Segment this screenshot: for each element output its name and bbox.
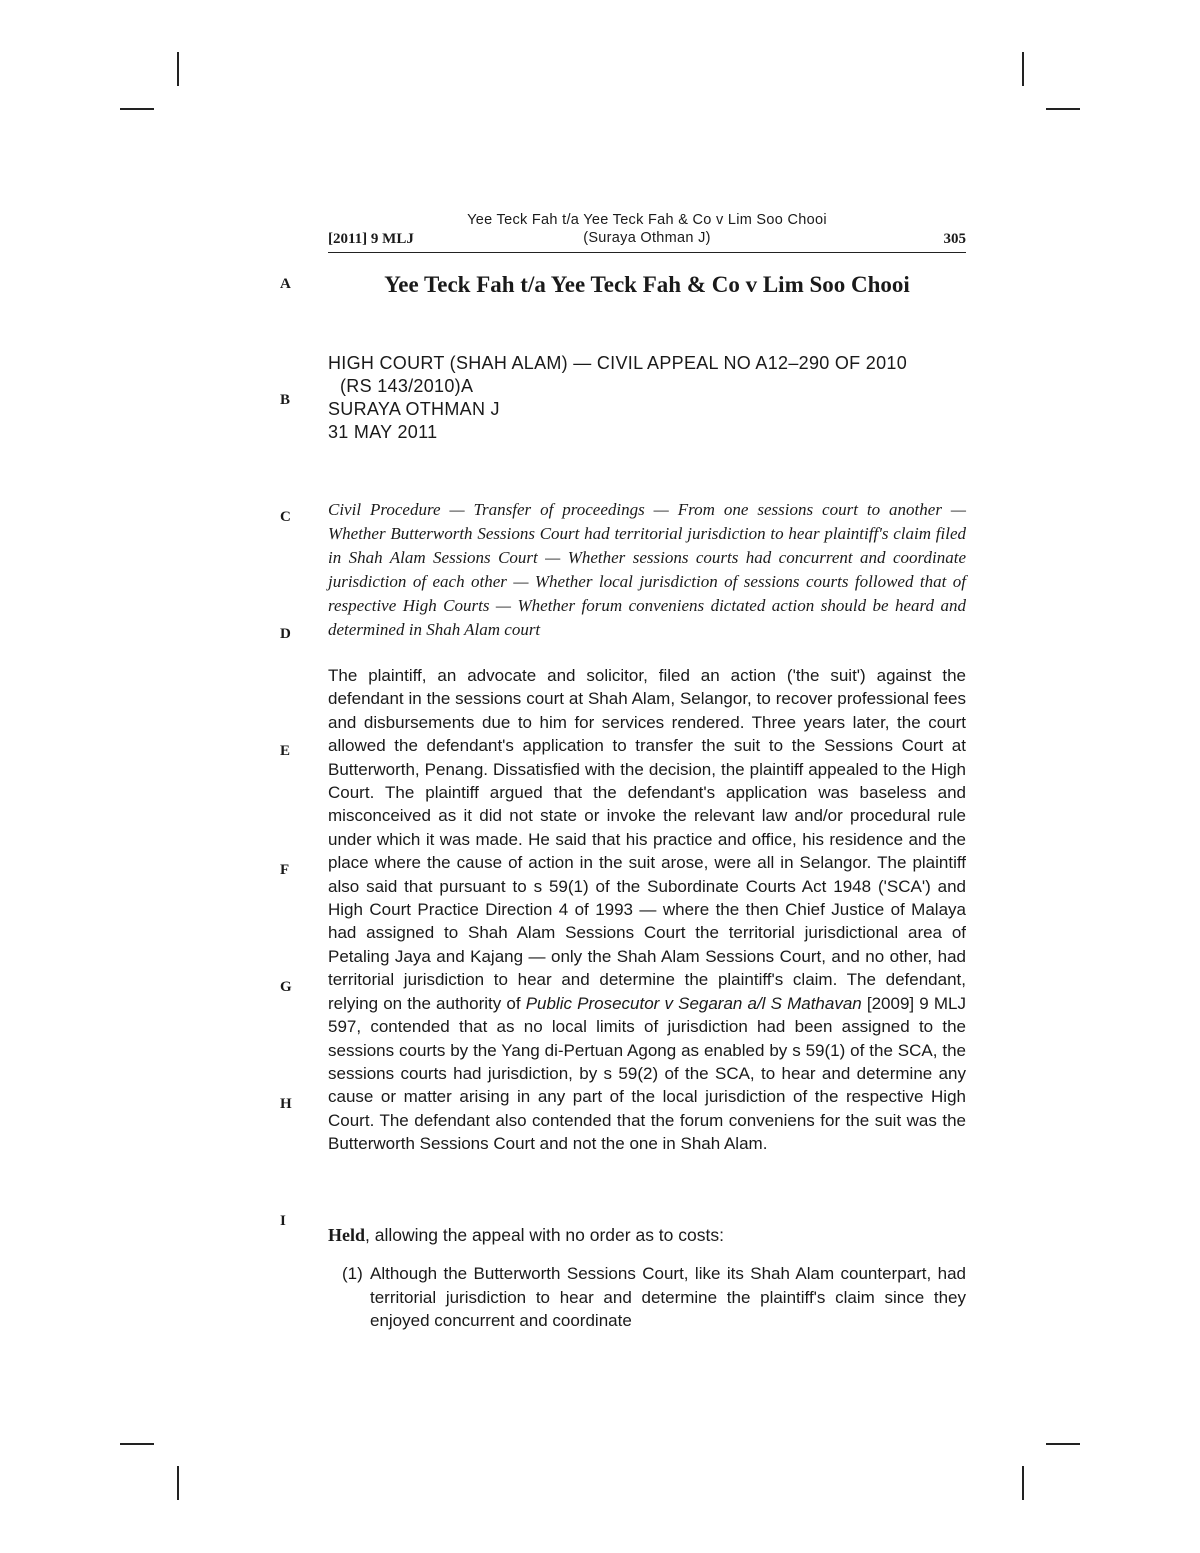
judge-name: SURAYA OTHMAN J xyxy=(328,399,500,419)
held-line xyxy=(328,1225,966,1246)
summary-part2: [2009] 9 MLJ 597, contended that as no local limits of jurisdiction had been assigned to the sessions courts by the Yang di-Pertuan Agong as enabled by s 59(1) of the SCA, the sessions courts had jurisdiction, by s 59(2) of the SCA, to hear and determine any cause or matter arising in any part of the local jurisdiction of the respective High Court. The defendant also contended that the forum conveniens for the suit was the Butterworth Sessions Court and not the one in Shah Alam. xyxy=(328,993,966,1154)
margin-letter-g: G xyxy=(280,979,292,995)
held-text: , allowing the appeal with no order as to costs: xyxy=(365,1225,724,1245)
case-summary xyxy=(328,664,966,1156)
case-number: (RS 143/2010)A xyxy=(340,376,474,396)
page-number: 305 xyxy=(943,231,966,247)
catchwords: Civil Procedure — Transfer of proceedings — From one sessions court to another — Whether Butterworth Sessions Court had territorial jurisdiction to hear plaintiff's claim filed in Shah Alam Sessions Court — Whether sessions courts had concurrent and coordinate jurisdiction of each other — Whether local jurisdiction of sessions courts followed that of respective High Courts — Whether forum conveniens dictated action should be heard and determined in Shah Alam court xyxy=(328,500,966,639)
margin-letter-b: B xyxy=(280,392,291,408)
crop-mark-bottom-right-horizontal xyxy=(1046,1443,1080,1445)
citation: [2011] 9 MLJ xyxy=(328,231,414,247)
running-title xyxy=(328,211,966,247)
holding-number: (1) xyxy=(342,1264,363,1283)
margin-letter-d: D xyxy=(280,626,291,642)
margin-letter-f: F xyxy=(280,862,290,878)
crop-mark-bottom-left-horizontal xyxy=(120,1443,154,1445)
running-title-line1: Yee Teck Fah t/a Yee Teck Fah & Co v Lim Soo Chooi xyxy=(467,212,827,228)
margin-letter-i: I xyxy=(280,1213,286,1229)
crop-mark-bottom-left-vertical xyxy=(177,1466,179,1500)
summary-part1: The plaintiff, an advocate and solicitor, filed an action ('the suit') against the defendant in the sessions court at Shah Alam, Selangor, to recover professional fees and disbursements due to him for services rendered. Three years later, the court allowed the defendant's application to transfer the suit to the Sessions Court at Butterworth, Penang. Dissatisfied with the decision, the plaintiff appealed to the High Court. The plaintiff argued that the defendant's application was baseless and misconceived as it did not state or invoke the relevant law and/or procedural rule under which it was made. He said that his practice and office, his residence and the place where the cause of action in the suit arose, were all in Selangor. The plaintiff also said that pursuant to s 59(1) of the Subordinate Courts Act 1948 ('SCA') and High Court Practice Direction 4 of 1993 — where the then Chief Justice of Malaya had assigned to Shah Alam Sessions Court the territorial jurisdictional area of Petaling Jaya and Kajang — only the Shah Alam Sessions Court, and no other, had territorial jurisdiction to hear and determine the plaintiff's claim. The defendant, relying on the authority of xyxy=(328,666,966,1013)
margin-letter-c: C xyxy=(280,509,291,525)
crop-mark-top-right-vertical xyxy=(1022,52,1024,86)
holding-text: Although the Butterworth Sessions Court, like its Shah Alam counterpart, had territorial jurisdiction to hear and determine the plaintiff's claim since they enjoyed concurrent and coordinate xyxy=(370,1264,966,1330)
court-info xyxy=(328,352,966,444)
holding-item xyxy=(342,1262,966,1333)
crop-mark-bottom-right-vertical xyxy=(1022,1466,1024,1500)
running-header xyxy=(328,208,966,253)
cited-case: Public Prosecutor v Segaran a/l S Mathavan xyxy=(525,993,862,1013)
running-title-line2: (Suraya Othman J) xyxy=(583,230,711,246)
crop-mark-top-left-horizontal xyxy=(120,108,154,110)
held-label: Held xyxy=(328,1225,366,1245)
case-title: Yee Teck Fah t/a Yee Teck Fah & Co v Lim Soo Chooi xyxy=(384,272,910,297)
margin-letter-e: E xyxy=(280,743,291,759)
decision-date: 31 MAY 2011 xyxy=(328,422,438,442)
crop-mark-top-right-horizontal xyxy=(1046,108,1080,110)
margin-letter-a: A xyxy=(280,276,291,292)
crop-mark-top-left-vertical xyxy=(177,52,179,86)
margin-letter-h: H xyxy=(280,1096,292,1112)
court-line: HIGH COURT (SHAH ALAM) — CIVIL APPEAL NO A12–290 OF 2010 xyxy=(328,353,908,373)
